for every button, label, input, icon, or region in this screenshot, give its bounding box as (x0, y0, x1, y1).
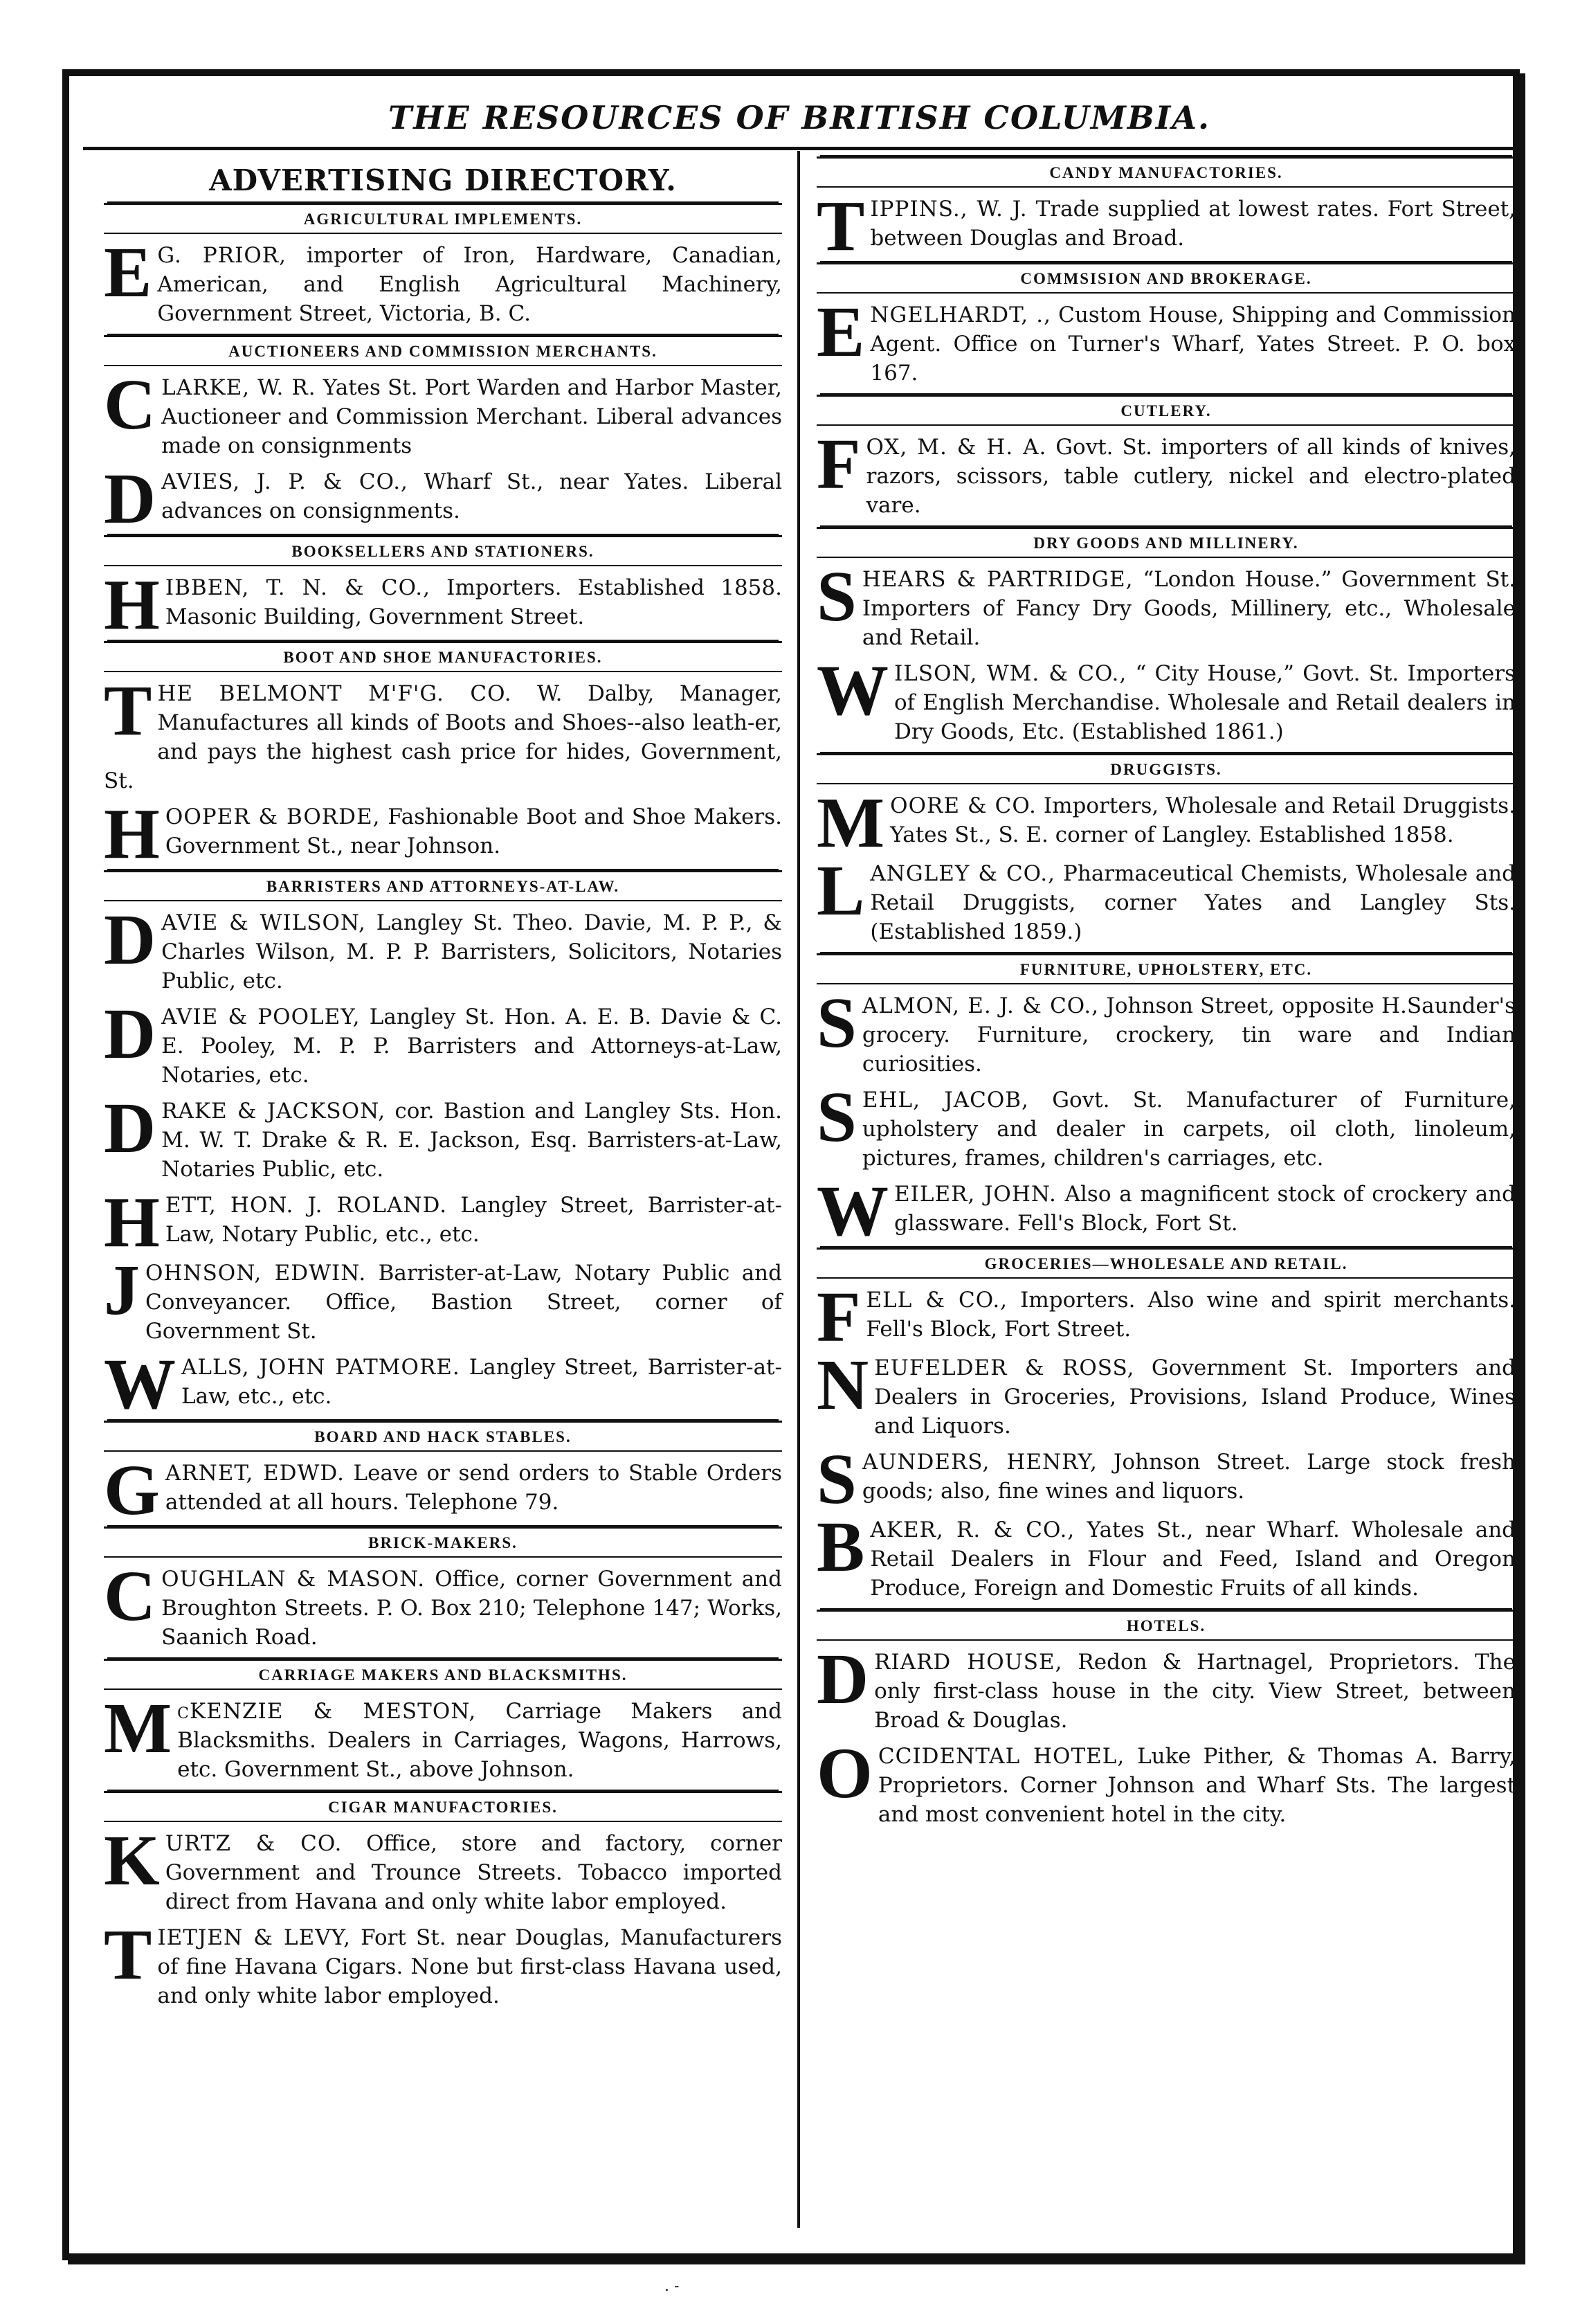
drop-initial: C (104, 365, 156, 444)
directory-entry (817, 1639, 1516, 1735)
entry-text: Also a magnificent stock of crockery and glassware. Fell's Block, Fort St. (894, 1182, 1516, 1236)
entry-text: Pharmaceutical Chemists, Wholesale and Retail Druggists, corner Yates and Langley Sts. (Established 1859.) (870, 861, 1516, 944)
entry-name: EUFELDER & ROSS, (874, 1355, 1135, 1380)
section-heading: BOOT AND SHOE MANUFACTORIES. (104, 641, 782, 672)
left-column (104, 151, 782, 2228)
entry-name: ALMON, E. J. & CO., (862, 993, 1100, 1018)
directory-entry (104, 1688, 782, 1784)
entry-text: Johnson Street, opposite H.Saunder's grocery. Furniture, crockery, tin ware and Indian curiosities. (862, 993, 1516, 1077)
entry-text: Importers. Established 1858. Masonic Building, Government Street. (165, 575, 782, 629)
entry-text: Yates St., near Wharf. Wholesale and Retail Dealers in Flour and Feed, Island and Oregon Produce, Foreign and Domestic Fruits of all kinds. (870, 1517, 1516, 1601)
entry-text: Government St. Importers and Dealers in Groceries, Provisions, Island Produce, Wines and Liquors. (874, 1355, 1516, 1439)
section-heading: CIGAR MANUFACTORIES. (104, 1791, 782, 1822)
entry-text: Govt. St. Manufacturer of Furniture, upholstery and dealer in carpets, oil cloth, linoleum, pictures, frames, children's carriages, etc. (862, 1088, 1516, 1171)
entry-name: RIARD HOUSE, (874, 1650, 1063, 1675)
directory-entry (817, 1171, 1516, 1251)
section-heading: BRICK-MAKERS. (104, 1526, 782, 1558)
entry-text: W. Dalby, Manager, Manufactures all kinds of Boots and Shoes--also leath-er, and pays the highest cash price for hides, Government, St. (104, 681, 782, 793)
drop-initial: H (104, 565, 160, 645)
right-column (817, 151, 1516, 2228)
section-heading: CARRIAGE MAKERS AND BLACKSMITHS. (104, 1659, 782, 1690)
drop-initial: B (817, 1507, 865, 1587)
drop-initial: T (817, 186, 865, 266)
section-heading: DRUGGISTS. (817, 753, 1516, 784)
drop-initial: F (817, 1277, 861, 1357)
drop-initial: H (104, 1182, 160, 1262)
directory-entry (817, 1733, 1516, 1829)
entry-text: importer of Iron, Hardware, Canadian, American, and English Agricultural Machinery, Government Street, Victoria, B. C. (157, 243, 783, 326)
drop-initial: D (104, 900, 156, 980)
drop-initial: N (817, 1345, 869, 1425)
entry-text: Office, store and factory, corner Government and Trounce Streets. Tobacco imported direct from Havana and only white labor employed. (165, 1831, 782, 1914)
entry-name: AVIE & POOLEY, (161, 1005, 361, 1029)
section-heading: BOOKSELLERS AND STATIONERS. (104, 535, 782, 566)
entry-name: CCIDENTAL HOTEL, (878, 1744, 1125, 1769)
drop-initial: K (104, 1821, 160, 1900)
entry-name: LARKE, W. R. (161, 375, 316, 400)
directory-entry (817, 1507, 1516, 1603)
drop-initial: D (104, 994, 156, 1074)
directory-section (817, 527, 1516, 746)
entry-text: Johnson Street. Large stock fresh goods; also, fine wines and liquors. (862, 1450, 1516, 1504)
drop-initial: L (817, 851, 865, 930)
entry-text: Langley St. Hon. A. E. B. Davie & C. E. Pooley, M. P. P. Barristers and Attorneys-at-Law, Notaries, etc. (161, 1005, 782, 1088)
entry-text: Barrister-at-Law, Notary Public and Conveyancer. Office, Bastion Street, corner of Government St. (145, 1261, 782, 1344)
entry-text: Fashionable Boot and Shoe Makers. Government St., near Johnson. (165, 804, 782, 858)
directory-entry (817, 1277, 1516, 1357)
entry-name: AVIES, J. P. & CO., (161, 469, 408, 494)
entry-name: cKENZIE & MESTON, (177, 1699, 477, 1724)
running-head: THE RESOURCES OF BRITISH COLUMBIA. (83, 89, 1516, 150)
entry-name: AUNDERS, HENRY, (862, 1450, 1098, 1475)
directory-entry (817, 651, 1516, 746)
section-heading: CANDY MANUFACTORIES. (817, 156, 1516, 188)
drop-initial: H (104, 794, 160, 874)
directory-section (817, 262, 1516, 388)
drop-initial: S (817, 557, 857, 636)
section-heading: BOARD AND HACK STABLES. (104, 1421, 782, 1452)
directory-entry (104, 671, 782, 795)
entry-name: IPPINS., W. J. (870, 197, 1028, 222)
directory-section (104, 1421, 783, 1530)
drop-initial: M (817, 783, 885, 863)
page-foot-mark: . - (664, 2278, 680, 2295)
section-heading: DRY GOODS AND MILLINERY. (817, 527, 1516, 558)
directory-section (104, 1659, 782, 1784)
entry-name: HEARS & PARTRIDGE, (862, 567, 1134, 592)
entry-text: “London House.” Government St. Importers of Fancy Dry Goods, Millinery, etc., Wholesale and Retail. (862, 567, 1516, 650)
directory-section (104, 870, 782, 1424)
directory-entry (104, 794, 782, 874)
directory-section (817, 395, 1516, 520)
section-heading: GROCERIES—WHOLESALE AND RETAIL. (817, 1247, 1516, 1279)
directory-entry (104, 233, 783, 328)
directory-section (817, 156, 1516, 266)
entry-text: Langley St. Theo. Davie, M. P. P., & Charles Wilson, M. P. P. Barristers, Solicitors, Notaries Public, etc. (161, 910, 782, 993)
directory-section (104, 535, 782, 645)
entry-name: ALLS, JOHN PATMORE. (181, 1355, 460, 1380)
entry-name: IBBEN, T. N. & CO., (165, 575, 430, 600)
drop-initial: W (104, 1344, 176, 1424)
directory-entry (817, 783, 1516, 863)
section-heading: CUTLERY. (817, 395, 1516, 426)
entry-name: ANGLEY & CO., (870, 861, 1055, 886)
entry-text: Langley Street, Barrister-at-Law, Notary Public, etc., etc. (165, 1193, 782, 1247)
directory-entry (104, 994, 782, 1090)
drop-initial: D (104, 1088, 156, 1168)
entry-name: OX, M. & H. A. (866, 435, 1047, 460)
directory-entry (817, 983, 1516, 1079)
directory-entry (817, 292, 1516, 388)
directory-entry (104, 1556, 782, 1652)
entry-name: OOPER & BORDE, (165, 804, 381, 829)
entry-text: Importers, Wholesale and Retail Druggists. Yates St., S. E. corner of Langley. Established 1858. (890, 793, 1516, 847)
drop-initial: M (104, 1688, 172, 1768)
drop-initial: T (104, 1915, 152, 1994)
entry-name: URTZ & CO. (165, 1831, 343, 1856)
directory-title: ADVERTISING DIRECTORY. (209, 163, 677, 197)
directory-entry (817, 1345, 1516, 1441)
entry-name: ILSON, WM. & CO., (894, 661, 1127, 686)
directory-section (104, 1526, 782, 1652)
directory-section (104, 203, 782, 328)
drop-initial: D (817, 1639, 869, 1719)
directory-entry (817, 1439, 1516, 1519)
entry-text: Luke Pither, & Thomas A. Barry, Proprietors. Corner Johnson and Wharf Sts. The largest and most convenient hotel in the city. (878, 1744, 1516, 1827)
section-heading: COMMSISION AND BROKERAGE. (817, 262, 1516, 294)
directory-section (817, 753, 1516, 946)
drop-initial: W (817, 651, 889, 730)
section-heading: BARRISTERS AND ATTORNEYS-AT-LAW. (104, 870, 782, 901)
directory-section (817, 953, 1516, 1251)
entry-name: HE BELMONT M'F'G. CO. (157, 681, 512, 706)
drop-initial: S (817, 1439, 857, 1519)
section-heading: FURNITURE, UPHOLSTERY, ETC. (817, 953, 1516, 984)
directory-entry (104, 1915, 782, 2010)
entry-text: Importers. Also wine and spirit merchants. Fell's Block, Fort Street. (866, 1288, 1516, 1342)
entry-text: cor. Bastion and Langley Sts. Hon. M. W. T. Drake & R. E. Jackson, Esq. Barristers-at-Law, Notaries Public, etc. (161, 1099, 782, 1182)
directory-entry (104, 1182, 782, 1262)
entry-text: Langley Street, Barrister-at-Law, etc., etc. (181, 1355, 782, 1409)
directory-entry (104, 900, 782, 996)
entry-text: Carriage Makers and Blacksmiths. Dealers in Carriages, Wagons, Harrows, etc. Government St., above Johnson. (177, 1699, 782, 1782)
right-sections (817, 156, 1516, 1829)
entry-name: ETT, HON. J. ROLAND. (165, 1193, 448, 1218)
drop-initial: J (104, 1250, 140, 1330)
entry-name: RAKE & JACKSON, (161, 1099, 386, 1124)
directory-entry (104, 365, 782, 460)
drop-initial: E (104, 233, 152, 312)
section-heading: AGRICULTURAL IMPLEMENTS. (104, 203, 782, 234)
entry-text: Govt. St. importers of all kinds of knives, razors, scissors, table cutlery, nickel and electro-plated vare. (866, 435, 1516, 518)
drop-initial: C (104, 1556, 156, 1636)
directory-entry (104, 565, 782, 645)
entry-name: OORE & CO. (890, 793, 1037, 818)
directory-entry (817, 186, 1516, 266)
entry-name: OHNSON, EDWIN. (145, 1261, 367, 1286)
drop-initial: F (817, 424, 861, 504)
column-divider (797, 151, 800, 2228)
entry-name: OUGHLAN & MASON. (161, 1567, 426, 1592)
directory-section (104, 1791, 782, 2010)
section-heading: HOTELS. (817, 1610, 1516, 1641)
entry-text: Custom House, Shipping and Commission Agent. Office on Turner's Wharf, Yates Street. P. O. box 167. (870, 303, 1516, 386)
entry-name: ARNET, EDWD. (165, 1461, 345, 1486)
entry-name: AKER, R. & CO., (870, 1517, 1075, 1542)
entry-text: Trade supplied at lowest rates. Fort Street, between Douglas and Broad. (870, 197, 1516, 251)
entry-text: Fort St. near Douglas, Manufacturers of fine Havana Cigars. None but first-class Havana used, and only white labor employed. (157, 1925, 782, 2008)
directory-entry (817, 424, 1516, 520)
drop-initial: D (104, 459, 156, 539)
drop-initial: T (104, 671, 152, 750)
directory-entry (104, 1821, 782, 1916)
drop-initial: E (817, 292, 865, 372)
entry-text: Leave or send orders to Stable Orders attended at all hours. Telephone 79. (165, 1461, 783, 1515)
entry-name: NGELHARDT, ., (870, 303, 1051, 327)
entry-text: Redon & Hartnagel, Proprietors. The only first-class house in the city. View Street, between Broad & Douglas. (874, 1650, 1516, 1733)
directory-entry (817, 1077, 1516, 1173)
entry-text: Wharf St., near Yates. Liberal advances on consignments. (161, 469, 782, 523)
left-sections (104, 203, 782, 2010)
section-heading: AUCTIONEERS AND COMMISSION MERCHANTS. (104, 335, 782, 366)
drop-initial: G (104, 1450, 160, 1530)
entry-text: Yates St. Port Warden and Harbor Master, Auctioneer and Commission Merchant. Liberal advances made on consignments (161, 375, 782, 458)
entry-name: IETJEN & LEVY, (157, 1925, 351, 1950)
directory-section (104, 335, 782, 539)
drop-initial: O (817, 1733, 873, 1813)
directory-entry (817, 851, 1516, 946)
directory-entry (104, 1250, 782, 1346)
directory-entry (104, 1344, 782, 1424)
entry-name: ELL & CO., (866, 1288, 1008, 1313)
directory-entry (817, 557, 1516, 652)
entry-name: AVIE & WILSON, (161, 910, 366, 935)
entry-name: G. PRIOR, (157, 243, 287, 268)
entry-name: EHL, JACOB, (862, 1088, 1029, 1113)
drop-initial: W (817, 1171, 889, 1251)
entry-text: “ City House,” Govt. St. Importers of English Merchandise. Wholesale and Retail dealers in Dry Goods, Etc. (Established 1861.) (894, 661, 1516, 744)
page-content (83, 89, 1516, 2228)
directory-entry (104, 459, 782, 539)
directory-section (817, 1247, 1516, 1603)
directory-entry (104, 1450, 783, 1530)
directory-entry (104, 1088, 782, 1184)
drop-initial: S (817, 1077, 857, 1157)
entry-name: EILER, JOHN. (894, 1182, 1057, 1207)
directory-section (104, 641, 782, 874)
drop-initial: S (817, 983, 857, 1063)
entry-text: Office, corner Government and Broughton Streets. P. O. Box 210; Telephone 147; Works, Saanich Road. (161, 1567, 782, 1650)
directory-section (817, 1610, 1516, 1829)
